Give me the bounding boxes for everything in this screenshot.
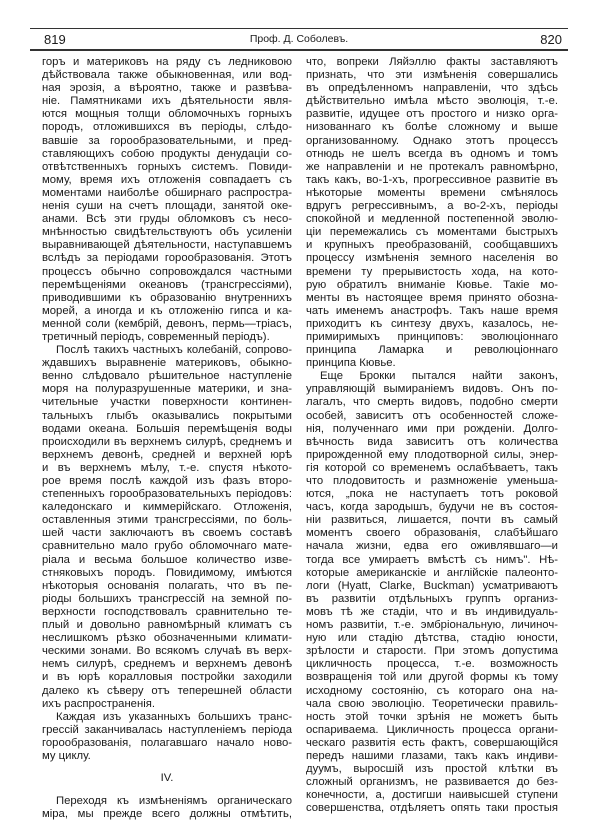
right-column <box>306 56 558 815</box>
text-line: стняковыхъ породъ. Повидимому, имѣются <box>42 566 292 579</box>
text-line: что, вопреки Ляйэллю факты заставляютъ <box>306 56 558 68</box>
text-line: процессу измѣненія земного населенія во <box>306 252 558 265</box>
text-line: менты въ настоящее время принято обозна- <box>306 291 558 304</box>
text-line: водами океана. Большія перемѣщенія воды <box>42 422 292 435</box>
text-line: цикличность процесса, т.-е. возможность <box>306 658 558 671</box>
text-line: ненія суши на счетъ площади, занятой оке- <box>42 200 292 213</box>
text-line: зрѣлости и старости. При этомъ допустима <box>306 645 558 658</box>
text-line: особей, зависитъ отъ особенностей сложе- <box>306 409 558 422</box>
text-line: что плодовитость и размноженіе уменьша- <box>306 475 558 487</box>
page-number-left: 819 <box>44 32 66 47</box>
text-line: Каждая изъ указанныхъ большихъ транс- <box>56 710 292 723</box>
text-line: вслѣдъ за періодами горообразованія. Этотъ <box>42 252 292 265</box>
text-line: грессій заканчивалась наступленіемъ періода <box>42 723 292 736</box>
text-line: моря на полуразрушенные материки, и зна- <box>42 383 292 396</box>
text-line: ческаго развитія есть фактъ, совершающійся <box>306 736 558 749</box>
text-line: моментъ своего образованія, слабѣйшаго <box>306 527 558 540</box>
text-line: управляющій вымираніемъ видовъ. Онъ по- <box>306 383 558 396</box>
text-line: чительные участки поверхности континен- <box>42 396 292 409</box>
text-line: ріала и весьма большое количество изве- <box>42 553 292 566</box>
text-line: каледонскаго и киммерійскаго. Отложенія, <box>42 501 292 514</box>
text-line: приводившими къ образованію внутреннихъ <box>42 291 292 304</box>
text-line: дѣйствительно имѣла мѣсто эволюція, т.-е. <box>306 95 558 108</box>
text-line: плый и довольно равномѣрный климатъ съ <box>42 619 292 632</box>
text-line: ставляющихъ собою продукты денудаціи со- <box>42 147 292 160</box>
text-line: моментами наиболѣе обширнаго распростра- <box>42 186 292 199</box>
paragraph <box>306 370 558 815</box>
text-line: третичный періодъ, современный періодъ). <box>42 330 270 343</box>
text-line: выравнивающей дѣятельности, наступавшемъ <box>42 239 292 252</box>
text-line: въ развитіи отдѣльныхъ группъ организ- <box>306 592 558 605</box>
text-line: которые американскіе и англійскіе палеонто- <box>306 566 558 579</box>
text-line: оспариваема. Цикличность процесса органи- <box>306 723 558 736</box>
text-line: ную или стадію дѣтства, стадію юности, <box>306 632 558 645</box>
text-line: принципа Ламарка и революціоннаго <box>306 344 558 357</box>
paragraph <box>306 56 558 370</box>
text-line: Послѣ такихъ частныхъ колебаній, сопрово- <box>56 344 292 357</box>
text-line: морей, а иногда и къ отложенію гипса и ка- <box>42 304 292 317</box>
text-line: логи (Hyatt, Clarke, Buckman) усматриваютъ <box>306 579 558 592</box>
text-line: и крупныхъ преобразованій, сообщавшихъ <box>306 239 558 252</box>
text-line: ность этой точки зрѣнія не можетъ быть <box>306 710 558 723</box>
text-line: лагалъ, что смерть видовъ, подобно смерти <box>306 396 558 409</box>
text-line: ніе. Памятниками ихъ дѣятельности явля- <box>42 95 292 108</box>
text-line: ческими зонами. Во всякомъ случаѣ въ верх- <box>42 645 292 658</box>
text-line: принципа Кювье. <box>306 357 396 370</box>
text-line: шей части заключаютъ въ своемъ составѣ <box>42 527 292 540</box>
text-line: му циклу. <box>42 749 91 762</box>
section-heading: IV. <box>160 772 174 785</box>
text-line: міра, мы прежде всего должны отмѣтить, <box>42 808 292 821</box>
text-line: ніи развиться, лишается, почти въ самый <box>306 514 558 527</box>
text-line: номъ развитіи, т.-е. эмбріональную, личиноч- <box>306 619 558 632</box>
text-line: отвѣтственныхъ горныхъ системъ. Повиди- <box>42 160 292 173</box>
paragraph <box>42 56 292 344</box>
text-line: нѣкоторые моменты времени смѣнялось <box>306 186 558 199</box>
text-line: низованнаго къ болѣе сложному и выше <box>306 121 558 134</box>
text-line: венно слѣдовало рѣшительное наступленіе <box>42 370 292 383</box>
text-line: и въ юрѣ коралловыя постройки заходили <box>42 671 292 684</box>
text-line: вавшіе за горообразовательными, и пред- <box>42 134 292 147</box>
text-line: сравнительно мало грубо обломочнаго мате- <box>42 540 292 553</box>
text-line: Переходя къ измѣненіямъ органическаго <box>56 795 292 808</box>
text-line: нѣкоторыя основанія полагать, что въ пе- <box>42 579 292 592</box>
text-line: совершенства, отдѣляетъ опять таки простыя <box>306 802 558 815</box>
text-line: ются мощныя толщи обломочныхъ горныхъ <box>42 108 292 121</box>
text-line: вѣчность вида зависитъ отъ количества <box>306 435 558 448</box>
text-line: мнѣнностью свидѣтельствуютъ объ усиленіи <box>42 226 292 239</box>
text-line: процессъ обычно сопровождался частными <box>42 265 292 278</box>
text-line: немъ силурѣ, среднемъ и верхнемъ девонѣ <box>42 658 292 671</box>
running-title: Проф. Д. Соболевъ. <box>249 33 349 45</box>
text-line: неслишкомъ рѣзко обозначенными климати- <box>42 632 292 645</box>
text-line: Еще Брокки пытался найти законъ, <box>320 370 558 383</box>
text-line: примиримыхъ принциповъ: эволюціоннаго <box>306 330 558 343</box>
text-line: чать именемъ анастрофъ. Такъ наше время <box>306 304 558 317</box>
text-line: такъ какъ, во-1-хъ, прогрессивное развитіе въ <box>306 173 558 186</box>
text-line: въ опредѣленномъ направленіи, что здѣсь <box>306 82 558 95</box>
text-line: нія, полученнаго ими при рожденіи. Долго- <box>306 422 558 435</box>
text-line: организованному. Однако этотъ процессъ <box>306 134 558 147</box>
text-line: степенныхъ горообразовательныхъ періодовъ: <box>42 488 292 501</box>
paragraph <box>42 711 292 763</box>
text-line: ная эрозія, а вѣроятно, также и развѣва- <box>42 82 292 95</box>
text-line: менной соли (кембрій, девонъ, пермь—тріасъ, <box>42 317 292 330</box>
text-line: рое время послѣ каждой изъ фазъ второ- <box>42 475 292 487</box>
text-line: ются, „пока не наступаетъ тотъ роковой <box>306 488 558 501</box>
text-line: мому, время ихъ отложенія совпадаетъ съ <box>42 173 292 186</box>
text-line: ждавшихъ выравненіе материковъ, обыкно- <box>42 357 292 370</box>
text-line: конечности, а, достигши наивысшей ступени <box>306 789 558 802</box>
text-line: возвращенія той или другой формы къ тому <box>306 671 558 684</box>
text-line: верхнемъ девонѣ, средней и верхней юрѣ <box>42 448 292 461</box>
text-line: рую обратилъ вниманіе Кювье. Такіе мо- <box>306 278 558 291</box>
text-line: спокойной и медленной постепенной эволю- <box>306 213 558 226</box>
text-line: отнюдь не шелъ всегда въ одномъ и томъ <box>306 147 558 160</box>
left-column <box>42 56 292 821</box>
text-line: вдругъ регрессивнымъ, а во-2-хъ, періоды <box>306 200 558 213</box>
text-line: горообразованія, полагавшаго начало ново- <box>42 736 292 749</box>
text-line: дѣйствовала также обыкновенная, или вод- <box>42 69 292 82</box>
text-line: происходили въ верхнемъ силурѣ, среднемъ и <box>42 435 292 448</box>
text-line: дуумъ, выросшій изъ простой клѣтки въ <box>306 763 558 776</box>
text-line: анами. Всѣ эти груды обломковъ съ несо- <box>42 213 292 226</box>
text-line: тальныхъ глыбъ оказывались покрытыми <box>42 409 292 422</box>
text-line: же направленіи и не протекалъ равномѣрно, <box>306 160 558 173</box>
text-line: породъ, отложившихся въ періоды, слѣдо- <box>42 121 292 134</box>
page-number-right: 820 <box>540 32 562 47</box>
text-line: оставленныя этими трансгрессіями, по боль- <box>42 514 292 527</box>
text-line: часъ, когда зародышъ, будучи не въ состоя- <box>306 501 558 514</box>
text-line: горъ и материковъ на ряду съ ледниковою <box>42 56 292 68</box>
text-line: ихъ распространенія. <box>42 697 155 710</box>
text-line: ріоды большихъ трансгрессій на земной по- <box>42 592 292 605</box>
text-line: начала жизни, едва его оживлявшаго—и <box>306 540 558 553</box>
text-line: прирожденной ему плодотворной силы, энер- <box>306 448 558 461</box>
text-line: передъ нашими глазами, такъ какъ индиви- <box>306 749 558 762</box>
paragraph <box>42 344 292 711</box>
text-line: мовъ тѣ же стадіи, что и въ индивидуаль- <box>306 605 558 618</box>
text-line: исходному состоянію, съ котораго она на- <box>306 684 558 697</box>
page-header <box>30 28 568 51</box>
text-line: перемѣщеніями океановъ (трансгрессіями), <box>42 278 292 291</box>
text-line: сложный организмъ, не развивается до без- <box>306 776 558 789</box>
text-line: чала свою эволюцію. Теоретически правиль- <box>306 697 558 710</box>
text-line: далеко къ сѣверу отъ теперешней области <box>42 684 292 697</box>
text-line: тогда все умираетъ вмѣстѣ съ нимъ". Нѣ- <box>306 553 558 566</box>
text-line: ціи перемежались съ моментами быстрыхъ <box>306 226 558 239</box>
text-line: развитіе, идущее отъ простого и низко орга- <box>306 108 558 121</box>
text-line: и въ верхнемъ мѣлу, т.-е. спустя нѣкото- <box>42 461 292 474</box>
text-line: времени ту прерывистость хода, на кото- <box>306 265 558 278</box>
text-line: признать, что эти измѣненія совершались <box>306 69 558 82</box>
text-line: гія которой со временемъ ослабѣваетъ, такъ <box>306 461 558 474</box>
text-line: верхности господствовалъ сравнительно те- <box>42 605 292 618</box>
text-line: приходитъ къ синтезу двухъ, казалось, не- <box>306 317 558 330</box>
paragraph <box>42 795 292 821</box>
